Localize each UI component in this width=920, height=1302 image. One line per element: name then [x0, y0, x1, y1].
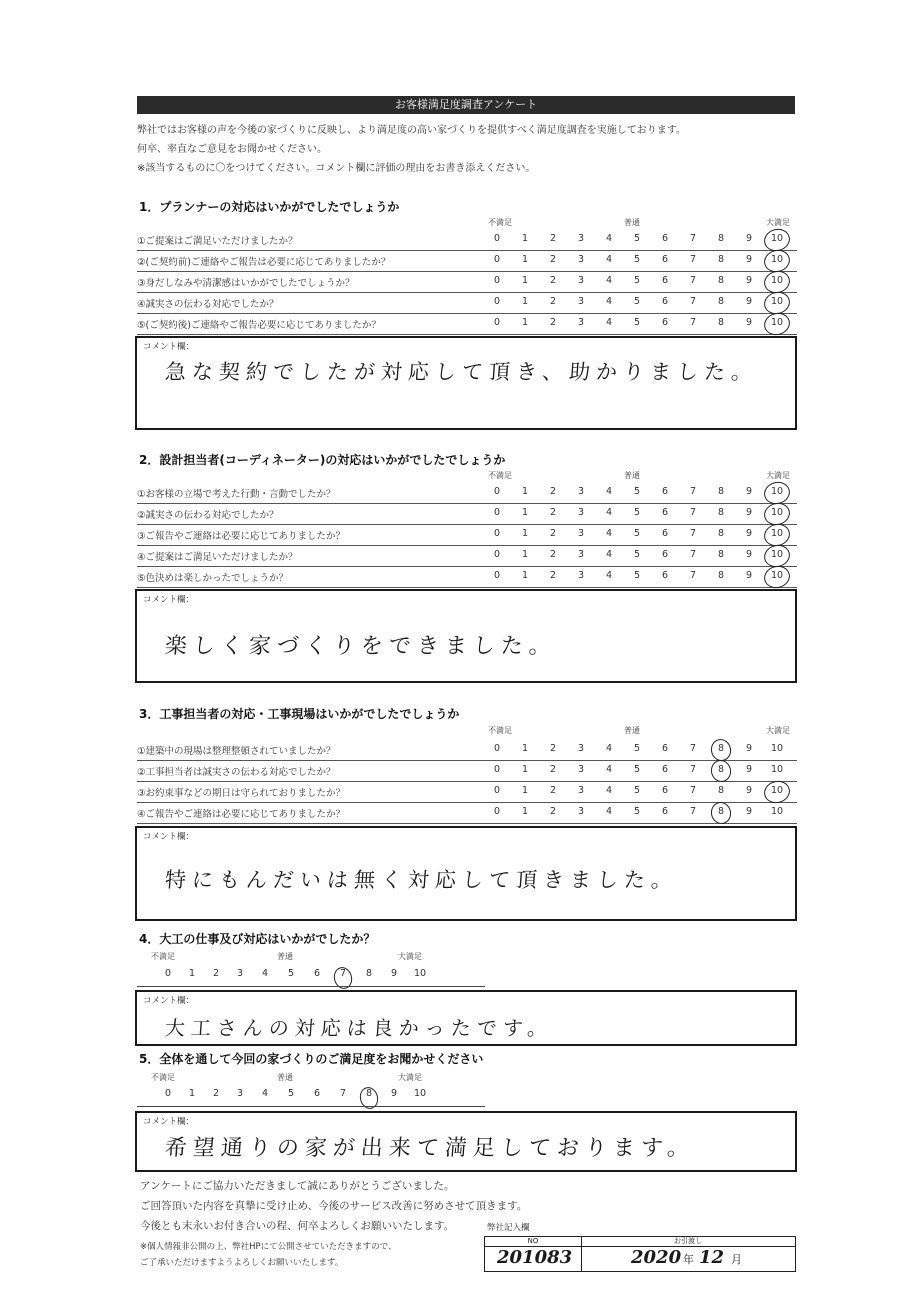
scale-low-label: 不満足 [488, 471, 512, 480]
rating-option-6[interactable]: 6 [661, 806, 669, 817]
rating-option-9[interactable]: 9 [745, 764, 753, 775]
office-no-value: 201083 [497, 1247, 573, 1268]
rating-option-3[interactable]: 3 [577, 806, 585, 817]
scale-high-label: 大満足 [398, 952, 422, 961]
rating-option-10[interactable]: 10 [770, 486, 784, 497]
rating-option-6[interactable]: 6 [661, 570, 669, 581]
rating-option-9[interactable]: 9 [745, 743, 753, 754]
rating-option-3[interactable]: 3 [577, 528, 585, 539]
section-1-comment-box[interactable] [135, 336, 797, 430]
rating-option-6[interactable]: 6 [661, 254, 669, 265]
comment-label: コメント欄： [143, 595, 195, 605]
question-label: ④ご報告やご連絡は必要に応じてありましたか？ [137, 809, 346, 820]
rating-option-10[interactable]: 10 [770, 275, 784, 286]
section-3-title: 3．工事担当者の対応・工事現場はいかがでしたでしょうか [139, 707, 460, 721]
selected-rating-circle [762, 563, 793, 591]
rating-option-0[interactable]: 0 [493, 296, 501, 307]
selected-rating-circle [762, 310, 793, 338]
rating-option-10[interactable]: 10 [770, 743, 784, 754]
scale-high-label: 大満足 [398, 1073, 422, 1082]
rating-option-3[interactable]: 3 [236, 1088, 244, 1099]
rating-option-9[interactable]: 9 [390, 968, 398, 979]
question-row [137, 782, 797, 803]
rating-option-5[interactable]: 5 [633, 317, 641, 328]
rating-option-8[interactable]: 8 [717, 764, 725, 775]
rating-option-8[interactable]: 8 [717, 570, 725, 581]
rating-option-10[interactable]: 10 [770, 507, 784, 518]
rating-option-10[interactable]: 10 [770, 233, 784, 244]
rating-option-4[interactable]: 4 [261, 1088, 269, 1099]
rating-option-0[interactable]: 0 [493, 233, 501, 244]
rating-option-7[interactable]: 7 [339, 1088, 347, 1099]
question-label: ②誠実さの伝わる対応でしたか？ [137, 510, 279, 521]
rating-option-3[interactable]: 3 [577, 743, 585, 754]
office-year-unit: 年 [683, 1253, 694, 1266]
question-row [137, 293, 797, 314]
rating-option-7[interactable]: 7 [689, 296, 697, 307]
rating-option-2[interactable]: 2 [549, 296, 557, 307]
rating-option-3[interactable]: 3 [577, 254, 585, 265]
section-4-underline [137, 986, 485, 987]
question-label: ⑤色決めは楽しかったでしょうか？ [137, 573, 289, 584]
rating-option-2[interactable]: 2 [549, 275, 557, 286]
rating-option-1[interactable]: 1 [521, 528, 529, 539]
rating-option-9[interactable]: 9 [745, 486, 753, 497]
survey-title-bar [137, 96, 795, 114]
rating-option-2[interactable]: 2 [212, 968, 220, 979]
rating-option-4[interactable]: 4 [605, 233, 613, 244]
rating-option-9[interactable]: 9 [745, 528, 753, 539]
rating-option-10[interactable]: 10 [770, 806, 784, 817]
closing-line-1: アンケートにご協力いただきまして誠にありがとうございました。 [140, 1180, 455, 1192]
rating-option-9[interactable]: 9 [745, 570, 753, 581]
rating-option-8[interactable]: 8 [717, 743, 725, 754]
rating-option-8[interactable]: 8 [717, 254, 725, 265]
scale-mid-label: 普通 [624, 471, 640, 480]
closing-line-3: 今後とも末永いお付き合いの程、何卒よろしくお願いいたします。 [140, 1220, 455, 1232]
rating-option-0[interactable]: 0 [493, 806, 501, 817]
comment-label: コメント欄： [143, 342, 195, 352]
rating-option-6[interactable]: 6 [313, 1088, 321, 1099]
rating-option-2[interactable]: 2 [549, 743, 557, 754]
rating-option-1[interactable]: 1 [521, 275, 529, 286]
question-row [137, 761, 797, 782]
section-4-comment-box[interactable] [135, 990, 797, 1046]
section-3-comment-box[interactable] [135, 826, 797, 921]
privacy-line-2: ご了承いただけますようよろしくお願いいたします。 [140, 1258, 344, 1268]
rating-option-1[interactable]: 1 [188, 1088, 196, 1099]
rating-option-10[interactable]: 10 [770, 570, 784, 581]
question-label: ①お客様の立場で考えた行動・言動でしたか？ [137, 489, 336, 500]
rating-option-1[interactable]: 1 [521, 806, 529, 817]
rating-option-8[interactable]: 8 [717, 806, 725, 817]
selected-rating-circle [708, 800, 733, 826]
rating-option-0[interactable]: 0 [164, 1088, 172, 1099]
intro-line-2: 何卒、率直なご意見をお聞かせください。 [137, 144, 327, 155]
rating-option-7[interactable]: 7 [689, 507, 697, 518]
rating-option-10[interactable]: 10 [770, 764, 784, 775]
rating-option-0[interactable]: 0 [493, 486, 501, 497]
scale-high-label: 大満足 [766, 471, 790, 480]
rating-option-4[interactable]: 4 [605, 275, 613, 286]
question-row [137, 483, 797, 504]
rating-option-3[interactable]: 3 [577, 317, 585, 328]
rating-option-5[interactable]: 5 [633, 507, 641, 518]
scale-mid-label: 普通 [624, 726, 640, 735]
rating-option-5[interactable]: 5 [633, 296, 641, 307]
comment-label: コメント欄： [143, 832, 195, 842]
rating-option-10[interactable]: 10 [413, 1088, 427, 1099]
rating-option-8[interactable]: 8 [365, 968, 373, 979]
rating-option-3[interactable]: 3 [577, 570, 585, 581]
rating-option-1[interactable]: 1 [521, 764, 529, 775]
rating-option-8[interactable]: 8 [365, 1088, 373, 1099]
question-row [137, 251, 797, 272]
rating-option-9[interactable]: 9 [745, 549, 753, 560]
rating-option-7[interactable]: 7 [689, 486, 697, 497]
rating-option-5[interactable]: 5 [287, 1088, 295, 1099]
rating-option-3[interactable]: 3 [577, 549, 585, 560]
rating-option-3[interactable]: 3 [577, 486, 585, 497]
rating-option-7[interactable]: 7 [689, 806, 697, 817]
rating-option-1[interactable]: 1 [521, 233, 529, 244]
rating-option-0[interactable]: 0 [493, 570, 501, 581]
rating-option-2[interactable]: 2 [549, 549, 557, 560]
rating-option-5[interactable]: 5 [633, 254, 641, 265]
rating-option-0[interactable]: 0 [493, 275, 501, 286]
rating-option-4[interactable]: 4 [605, 317, 613, 328]
rating-option-7[interactable]: 7 [689, 549, 697, 560]
rating-option-7[interactable]: 7 [689, 570, 697, 581]
section-5-title: 5．全体を通して今回の家づくりのご満足度をお聞かせください [139, 1052, 484, 1066]
question-row [137, 272, 797, 293]
survey-title: お客様満足度調査アンケート [394, 98, 538, 111]
rating-option-10[interactable]: 10 [770, 317, 784, 328]
rating-option-1[interactable]: 1 [521, 785, 529, 796]
scale-low-label: 不満足 [151, 1073, 175, 1082]
rating-option-7[interactable]: 7 [339, 968, 347, 979]
rating-option-3[interactable]: 3 [577, 507, 585, 518]
rating-option-7[interactable]: 7 [689, 233, 697, 244]
selected-rating-circle [708, 758, 733, 784]
rating-option-4[interactable]: 4 [605, 528, 613, 539]
rating-option-10[interactable]: 10 [770, 549, 784, 560]
rating-option-4[interactable]: 4 [605, 764, 613, 775]
rating-option-10[interactable]: 10 [770, 785, 784, 796]
rating-option-7[interactable]: 7 [689, 254, 697, 265]
rating-option-10[interactable]: 10 [770, 296, 784, 307]
closing-line-2: ご回答頂いた内容を真摯に受け止め、今後のサービス改善に努めさせて頂きます。 [140, 1200, 528, 1212]
scale-high-label: 大満足 [766, 218, 790, 227]
office-no-label: NO [485, 1237, 582, 1247]
question-row [137, 314, 797, 335]
question-row [137, 567, 797, 588]
section-2-comment-box[interactable] [135, 589, 797, 683]
rating-option-3[interactable]: 3 [577, 296, 585, 307]
section-1-title: 1．プランナーの対応はいかがでしたでしょうか [139, 200, 400, 214]
rating-option-2[interactable]: 2 [549, 570, 557, 581]
section-4-comment: 大工さんの対応は良かったです。 [164, 1016, 555, 1040]
rating-option-2[interactable]: 2 [549, 806, 557, 817]
comment-label: コメント欄： [143, 996, 195, 1006]
rating-option-4[interactable]: 4 [605, 486, 613, 497]
rating-option-3[interactable]: 3 [236, 968, 244, 979]
rating-option-1[interactable]: 1 [521, 507, 529, 518]
office-use-box [484, 1236, 796, 1272]
question-label: ③お約束事などの期日は守られておりましたか？ [137, 788, 346, 799]
rating-option-1[interactable]: 1 [521, 296, 529, 307]
rating-option-7[interactable]: 7 [689, 743, 697, 754]
rating-option-9[interactable]: 9 [745, 507, 753, 518]
rating-option-8[interactable]: 8 [717, 549, 725, 560]
question-label: ②(ご契約前)ご連絡やご報告は必要に応じてありましたか？ [137, 257, 391, 268]
section-2-comment: 楽しく家づくりをできました。 [163, 634, 558, 659]
question-row [137, 546, 797, 567]
rating-option-3[interactable]: 3 [577, 275, 585, 286]
question-label: ①ご提案はご満足いただけましたか？ [137, 236, 298, 247]
selected-rating-circle [762, 778, 793, 806]
rating-option-9[interactable]: 9 [745, 806, 753, 817]
office-month-unit: 月 [731, 1253, 742, 1266]
office-month-value: 12 [699, 1247, 725, 1268]
question-row [137, 230, 797, 251]
question-row [137, 803, 797, 824]
rating-option-5[interactable]: 5 [633, 233, 641, 244]
rating-option-6[interactable]: 6 [661, 275, 669, 286]
rating-option-3[interactable]: 3 [577, 785, 585, 796]
rating-option-1[interactable]: 1 [521, 486, 529, 497]
rating-option-0[interactable]: 0 [164, 968, 172, 979]
rating-option-3[interactable]: 3 [577, 233, 585, 244]
scale-low-label: 不満足 [488, 726, 512, 735]
rating-option-4[interactable]: 4 [605, 549, 613, 560]
rating-option-2[interactable]: 2 [549, 507, 557, 518]
question-label: ④誠実さの伝わる対応でしたか？ [137, 299, 279, 310]
rating-option-2[interactable]: 2 [549, 528, 557, 539]
rating-option-6[interactable]: 6 [661, 785, 669, 796]
rating-option-1[interactable]: 1 [521, 254, 529, 265]
rating-option-6[interactable]: 6 [661, 296, 669, 307]
rating-option-5[interactable]: 5 [287, 968, 295, 979]
question-label: ①建築中の現場は整理整頓されていましたか？ [137, 746, 336, 757]
rating-option-9[interactable]: 9 [745, 317, 753, 328]
question-label: ②工事担当者は誠実さの伝わる対応でしたか？ [137, 767, 336, 778]
scale-mid-label: 普通 [277, 1073, 293, 1082]
rating-option-8[interactable]: 8 [717, 275, 725, 286]
rating-option-6[interactable]: 6 [661, 764, 669, 775]
rating-option-10[interactable]: 10 [770, 254, 784, 265]
rating-option-7[interactable]: 7 [689, 785, 697, 796]
rating-option-0[interactable]: 0 [493, 254, 501, 265]
rating-option-5[interactable]: 5 [633, 806, 641, 817]
rating-option-0[interactable]: 0 [493, 507, 501, 518]
rating-option-4[interactable]: 4 [605, 507, 613, 518]
rating-option-2[interactable]: 2 [549, 254, 557, 265]
rating-option-7[interactable]: 7 [689, 764, 697, 775]
rating-option-8[interactable]: 8 [717, 507, 725, 518]
rating-option-8[interactable]: 8 [717, 528, 725, 539]
section-1-comment: 急な契約でしたが対応して頂き、助かりました。 [164, 360, 759, 384]
rating-option-6[interactable]: 6 [661, 317, 669, 328]
rating-option-0[interactable]: 0 [493, 785, 501, 796]
question-label: ⑤(ご契約後)ご連絡やご報告必要に応じてありましたか？ [137, 320, 381, 331]
rating-option-8[interactable]: 8 [717, 486, 725, 497]
rating-option-1[interactable]: 1 [521, 317, 529, 328]
rating-option-4[interactable]: 4 [605, 785, 613, 796]
rating-option-1[interactable]: 1 [521, 570, 529, 581]
rating-option-0[interactable]: 0 [493, 549, 501, 560]
rating-option-6[interactable]: 6 [661, 233, 669, 244]
rating-option-6[interactable]: 6 [661, 486, 669, 497]
question-label: ③身だしなみや清潔感はいかがでしたでしょうか？ [137, 278, 355, 289]
rating-option-9[interactable]: 9 [745, 785, 753, 796]
rating-option-8[interactable]: 8 [717, 296, 725, 307]
rating-option-9[interactable]: 9 [390, 1088, 398, 1099]
rating-option-5[interactable]: 5 [633, 549, 641, 560]
office-year-value: 2020 [631, 1247, 682, 1268]
scale-low-label: 不満足 [151, 952, 175, 961]
scale-mid-label: 普通 [277, 952, 293, 961]
rating-option-4[interactable]: 4 [605, 570, 613, 581]
question-row [137, 525, 797, 546]
rating-option-0[interactable]: 0 [493, 528, 501, 539]
rating-option-9[interactable]: 9 [745, 275, 753, 286]
scale-low-label: 不満足 [488, 218, 512, 227]
rating-option-5[interactable]: 5 [633, 570, 641, 581]
intro-line-3: ※該当するものに〇をつけてください。コメント欄に評価の理由をお書き添えください。 [137, 163, 536, 174]
rating-option-6[interactable]: 6 [661, 528, 669, 539]
question-row [137, 504, 797, 525]
rating-option-4[interactable]: 4 [605, 296, 613, 307]
rating-option-5[interactable]: 5 [633, 743, 641, 754]
rating-option-1[interactable]: 1 [188, 968, 196, 979]
rating-option-0[interactable]: 0 [493, 764, 501, 775]
rating-option-5[interactable]: 5 [633, 275, 641, 286]
rating-option-5[interactable]: 5 [633, 764, 641, 775]
rating-option-9[interactable]: 9 [745, 296, 753, 307]
rating-option-6[interactable]: 6 [661, 549, 669, 560]
intro-line-1: 弊社ではお客様の声を今後の家づくりに反映し、より満足度の高い家づくりを提供すべく満足度調査を実施しております。 [137, 125, 686, 136]
rating-option-7[interactable]: 7 [689, 528, 697, 539]
question-row [137, 740, 797, 761]
rating-option-3[interactable]: 3 [577, 764, 585, 775]
rating-option-9[interactable]: 9 [745, 254, 753, 265]
rating-option-6[interactable]: 6 [661, 507, 669, 518]
office-use-label: 弊社記入欄 [487, 1223, 530, 1233]
question-label: ④ご提案はご満足いただけましたか？ [137, 552, 298, 563]
rating-option-4[interactable]: 4 [261, 968, 269, 979]
rating-option-7[interactable]: 7 [689, 275, 697, 286]
section-5-underline [137, 1106, 485, 1107]
rating-option-6[interactable]: 6 [661, 743, 669, 754]
rating-option-1[interactable]: 1 [521, 743, 529, 754]
rating-option-2[interactable]: 2 [549, 764, 557, 775]
section-5-comment-box[interactable] [135, 1111, 797, 1172]
rating-option-5[interactable]: 5 [633, 486, 641, 497]
rating-option-2[interactable]: 2 [549, 317, 557, 328]
rating-option-1[interactable]: 1 [521, 549, 529, 560]
rating-option-10[interactable]: 10 [413, 968, 427, 979]
rating-option-5[interactable]: 5 [633, 785, 641, 796]
privacy-line-1: ※個人情報非公開の上、弊社HPにて公開させていただきますので、 [140, 1242, 397, 1252]
rating-option-8[interactable]: 8 [717, 785, 725, 796]
question-label: ③ご報告やご連絡は必要に応じてありましたか？ [137, 531, 346, 542]
rating-option-4[interactable]: 4 [605, 806, 613, 817]
rating-option-0[interactable]: 0 [493, 317, 501, 328]
office-handover-label: お引渡し [581, 1237, 795, 1247]
rating-option-2[interactable]: 2 [549, 233, 557, 244]
rating-option-8[interactable]: 8 [717, 317, 725, 328]
rating-option-4[interactable]: 4 [605, 254, 613, 265]
rating-option-9[interactable]: 9 [745, 233, 753, 244]
rating-option-2[interactable]: 2 [549, 785, 557, 796]
section-5-comment: 希望通りの家が出来て満足しております。 [163, 1136, 696, 1161]
office-divider [581, 1246, 582, 1271]
comment-label: コメント欄： [143, 1117, 195, 1127]
rating-option-5[interactable]: 5 [633, 528, 641, 539]
section-3-comment: 特にもんだいは無く対応して頂きました。 [164, 868, 679, 892]
rating-option-7[interactable]: 7 [689, 317, 697, 328]
rating-option-10[interactable]: 10 [770, 528, 784, 539]
rating-option-2[interactable]: 2 [549, 486, 557, 497]
scale-high-label: 大満足 [766, 726, 790, 735]
rating-option-6[interactable]: 6 [313, 968, 321, 979]
rating-option-0[interactable]: 0 [493, 743, 501, 754]
section-2-title: 2．設計担当者(コーディネーター)の対応はいかがでしたでしょうか [139, 453, 506, 467]
rating-option-2[interactable]: 2 [212, 1088, 220, 1099]
rating-option-8[interactable]: 8 [717, 233, 725, 244]
section-4-title: 4．大工の仕事及び対応はいかがでしたか？ [139, 932, 376, 946]
rating-option-4[interactable]: 4 [605, 743, 613, 754]
scale-mid-label: 普通 [624, 218, 640, 227]
